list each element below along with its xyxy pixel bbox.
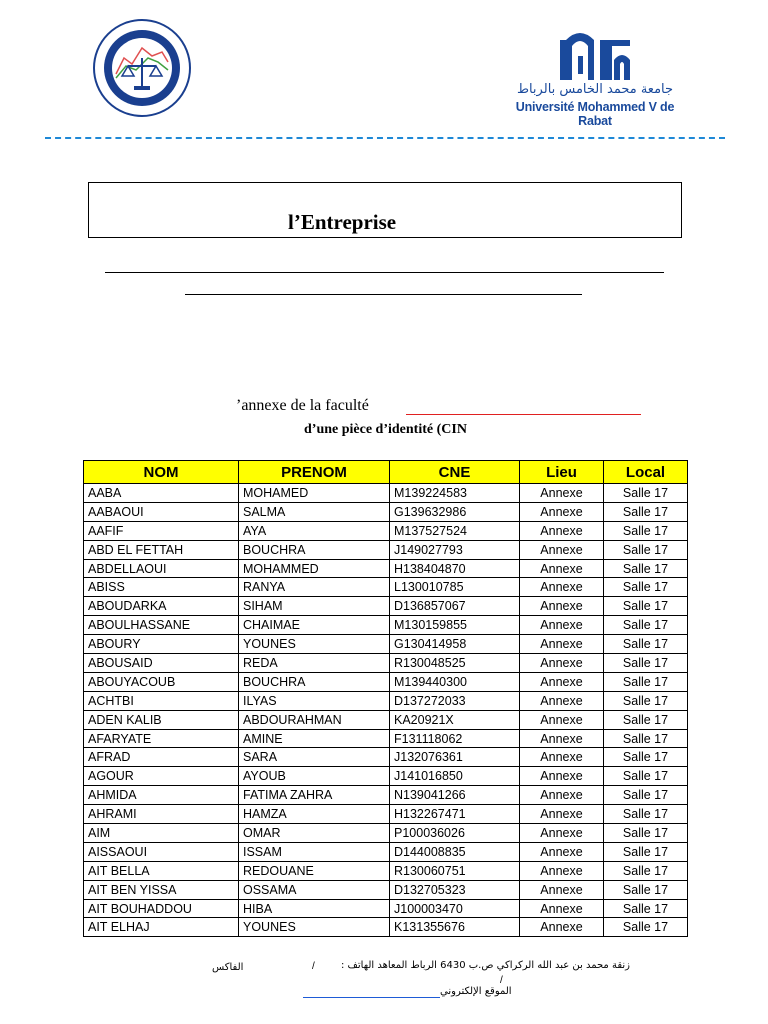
cell-local: Salle 17	[604, 729, 688, 748]
cell-lieu: Annexe	[520, 578, 604, 597]
red-underline	[406, 414, 641, 415]
divider-line	[185, 294, 582, 295]
cell-lieu: Annexe	[520, 842, 604, 861]
cell-local: Salle 17	[604, 824, 688, 843]
cell-cne: F131118062	[390, 729, 520, 748]
table-header-row	[84, 461, 688, 484]
cell-local: Salle 17	[604, 880, 688, 899]
header-prenom: PRENOM	[239, 461, 390, 484]
cell-cne: R130060751	[390, 861, 520, 880]
table-row	[84, 691, 688, 710]
cell-prenom: AMINE	[239, 729, 390, 748]
cell-local: Salle 17	[604, 654, 688, 673]
cell-prenom: MOHAMED	[239, 484, 390, 503]
header-divider	[45, 137, 725, 139]
cell-cne: D137272033	[390, 691, 520, 710]
table-row	[84, 710, 688, 729]
cell-lieu: Annexe	[520, 559, 604, 578]
cell-local: Salle 17	[604, 502, 688, 521]
header-lieu: Lieu	[520, 461, 604, 484]
cell-lieu: Annexe	[520, 899, 604, 918]
cell-local: Salle 17	[604, 691, 688, 710]
cell-local: Salle 17	[604, 767, 688, 786]
cell-lieu: Annexe	[520, 597, 604, 616]
cell-lieu: Annexe	[520, 824, 604, 843]
page-title: l’Entreprise	[288, 210, 397, 234]
cell-nom: AGOUR	[84, 767, 239, 786]
cell-cne: G139632986	[390, 502, 520, 521]
cell-lieu: Annexe	[520, 786, 604, 805]
header-cne: CNE	[390, 461, 520, 484]
cell-lieu: Annexe	[520, 691, 604, 710]
table-row	[84, 880, 688, 899]
table-row	[84, 578, 688, 597]
cell-nom: ABOUSAID	[84, 654, 239, 673]
table-row	[84, 842, 688, 861]
cell-lieu: Annexe	[520, 748, 604, 767]
cell-nom: AIM	[84, 824, 239, 843]
student-table	[83, 460, 688, 937]
cell-nom: AAFIF	[84, 521, 239, 540]
table-row	[84, 597, 688, 616]
cell-lieu: Annexe	[520, 616, 604, 635]
table-row	[84, 805, 688, 824]
table-row	[84, 748, 688, 767]
id-piece-text: d’une pièce d’identité (CIN	[304, 422, 467, 437]
cell-cne: H132267471	[390, 805, 520, 824]
cell-prenom: AYOUB	[239, 767, 390, 786]
cell-nom: ABD EL FETTAH	[84, 540, 239, 559]
cell-prenom: SARA	[239, 748, 390, 767]
university-name: Université Mohammed V de Rabat	[515, 100, 675, 128]
table-row	[84, 918, 688, 937]
table-row	[84, 899, 688, 918]
cell-cne: P100036026	[390, 824, 520, 843]
cell-local: Salle 17	[604, 559, 688, 578]
cell-nom: AABA	[84, 484, 239, 503]
cell-nom: AFARYATE	[84, 729, 239, 748]
cell-prenom: BOUCHRA	[239, 540, 390, 559]
cell-nom: AIT BEN YISSA	[84, 880, 239, 899]
cell-nom: AFRAD	[84, 748, 239, 767]
cell-prenom: SIHAM	[239, 597, 390, 616]
cell-prenom: YOUNES	[239, 635, 390, 654]
footer-separator: /	[500, 975, 503, 986]
cell-lieu: Annexe	[520, 767, 604, 786]
table-row	[84, 729, 688, 748]
cell-local: Salle 17	[604, 578, 688, 597]
cell-local: Salle 17	[604, 710, 688, 729]
cell-nom: ACHTBI	[84, 691, 239, 710]
annexe-text: ’annexe de la faculté	[236, 397, 369, 414]
cell-cne: J132076361	[390, 748, 520, 767]
cell-prenom: FATIMA ZAHRA	[239, 786, 390, 805]
cell-cne: M137527524	[390, 521, 520, 540]
cell-cne: J141016850	[390, 767, 520, 786]
cell-prenom: REDA	[239, 654, 390, 673]
cell-lieu: Annexe	[520, 861, 604, 880]
cell-cne: D144008835	[390, 842, 520, 861]
table-row	[84, 824, 688, 843]
cell-prenom: SALMA	[239, 502, 390, 521]
cell-nom: AISSAOUI	[84, 842, 239, 861]
cell-lieu: Annexe	[520, 484, 604, 503]
cell-local: Salle 17	[604, 861, 688, 880]
footer-fax-label: الفاكس	[212, 962, 244, 973]
cell-cne: L130010785	[390, 578, 520, 597]
cell-lieu: Annexe	[520, 654, 604, 673]
cell-cne: D136857067	[390, 597, 520, 616]
cell-cne: M139440300	[390, 672, 520, 691]
cell-prenom: BOUCHRA	[239, 672, 390, 691]
cell-cne: H138404870	[390, 559, 520, 578]
cell-lieu: Annexe	[520, 880, 604, 899]
table-row	[84, 521, 688, 540]
cell-local: Salle 17	[604, 635, 688, 654]
cell-nom: ABISS	[84, 578, 239, 597]
cell-local: Salle 17	[604, 805, 688, 824]
cell-local: Salle 17	[604, 918, 688, 937]
table-row	[84, 635, 688, 654]
header-nom: NOM	[84, 461, 239, 484]
cell-nom: AABAOUI	[84, 502, 239, 521]
cell-local: Salle 17	[604, 616, 688, 635]
footer-website-label: الموقع الإلكتروني	[440, 986, 512, 997]
cell-prenom: HIBA	[239, 899, 390, 918]
cell-lieu: Annexe	[520, 521, 604, 540]
cell-local: Salle 17	[604, 672, 688, 691]
cell-prenom: YOUNES	[239, 918, 390, 937]
faculty-seal-logo	[92, 18, 192, 118]
table-row	[84, 540, 688, 559]
cell-prenom: OSSAMA	[239, 880, 390, 899]
cell-lieu: Annexe	[520, 502, 604, 521]
cell-cne: K131355676	[390, 918, 520, 937]
cell-nom: ABDELLAOUI	[84, 559, 239, 578]
cell-lieu: Annexe	[520, 710, 604, 729]
footer-address: زنقة محمد بن عبد الله الركراكي ص.ب 6430 الرباط المعاهد الهاتف :	[340, 960, 630, 971]
table-row	[84, 616, 688, 635]
cell-prenom: ILYAS	[239, 691, 390, 710]
cell-nom: AHRAMI	[84, 805, 239, 824]
cell-lieu: Annexe	[520, 635, 604, 654]
cell-nom: ABOUDARKA	[84, 597, 239, 616]
table-row	[84, 654, 688, 673]
cell-prenom: AYA	[239, 521, 390, 540]
cell-lieu: Annexe	[520, 918, 604, 937]
cell-prenom: RANYA	[239, 578, 390, 597]
table-row	[84, 484, 688, 503]
cell-cne: M130159855	[390, 616, 520, 635]
table-row	[84, 861, 688, 880]
cell-local: Salle 17	[604, 521, 688, 540]
cell-cne: KA20921X	[390, 710, 520, 729]
cell-nom: AIT BOUHADDOU	[84, 899, 239, 918]
cell-local: Salle 17	[604, 484, 688, 503]
header-local: Local	[604, 461, 688, 484]
cell-local: Salle 17	[604, 540, 688, 559]
divider-line	[105, 272, 664, 273]
cell-lieu: Annexe	[520, 540, 604, 559]
table-row	[84, 786, 688, 805]
cell-local: Salle 17	[604, 842, 688, 861]
table-row	[84, 672, 688, 691]
cell-cne: N139041266	[390, 786, 520, 805]
cell-prenom: REDOUANE	[239, 861, 390, 880]
cell-local: Salle 17	[604, 786, 688, 805]
cell-nom: ABOULHASSANE	[84, 616, 239, 635]
cell-lieu: Annexe	[520, 672, 604, 691]
cell-cne: M139224583	[390, 484, 520, 503]
cell-nom: ABOUYACOUB	[84, 672, 239, 691]
cell-cne: R130048525	[390, 654, 520, 673]
cell-prenom: CHAIMAE	[239, 616, 390, 635]
cell-prenom: HAMZA	[239, 805, 390, 824]
table-row	[84, 559, 688, 578]
cell-cne: G130414958	[390, 635, 520, 654]
university-arabic-name: جامعة محمد الخامس بالرباط	[516, 82, 674, 97]
cell-prenom: OMAR	[239, 824, 390, 843]
cell-prenom: ISSAM	[239, 842, 390, 861]
cell-nom: ABOURY	[84, 635, 239, 654]
cell-cne: J149027793	[390, 540, 520, 559]
footer-website-link[interactable]	[303, 997, 440, 998]
table-row	[84, 767, 688, 786]
cell-nom: AIT ELHAJ	[84, 918, 239, 937]
cell-prenom: ABDOURAHMAN	[239, 710, 390, 729]
cell-nom: ADEN KALIB	[84, 710, 239, 729]
footer-separator: /	[312, 961, 315, 972]
cell-lieu: Annexe	[520, 729, 604, 748]
table-row	[84, 502, 688, 521]
cell-cne: D132705323	[390, 880, 520, 899]
cell-local: Salle 17	[604, 899, 688, 918]
cell-prenom: MOHAMMED	[239, 559, 390, 578]
cell-lieu: Annexe	[520, 805, 604, 824]
table-body	[84, 484, 688, 937]
cell-nom: AIT BELLA	[84, 861, 239, 880]
cell-local: Salle 17	[604, 597, 688, 616]
cell-nom: AHMIDA	[84, 786, 239, 805]
cell-cne: J100003470	[390, 899, 520, 918]
cell-local: Salle 17	[604, 748, 688, 767]
